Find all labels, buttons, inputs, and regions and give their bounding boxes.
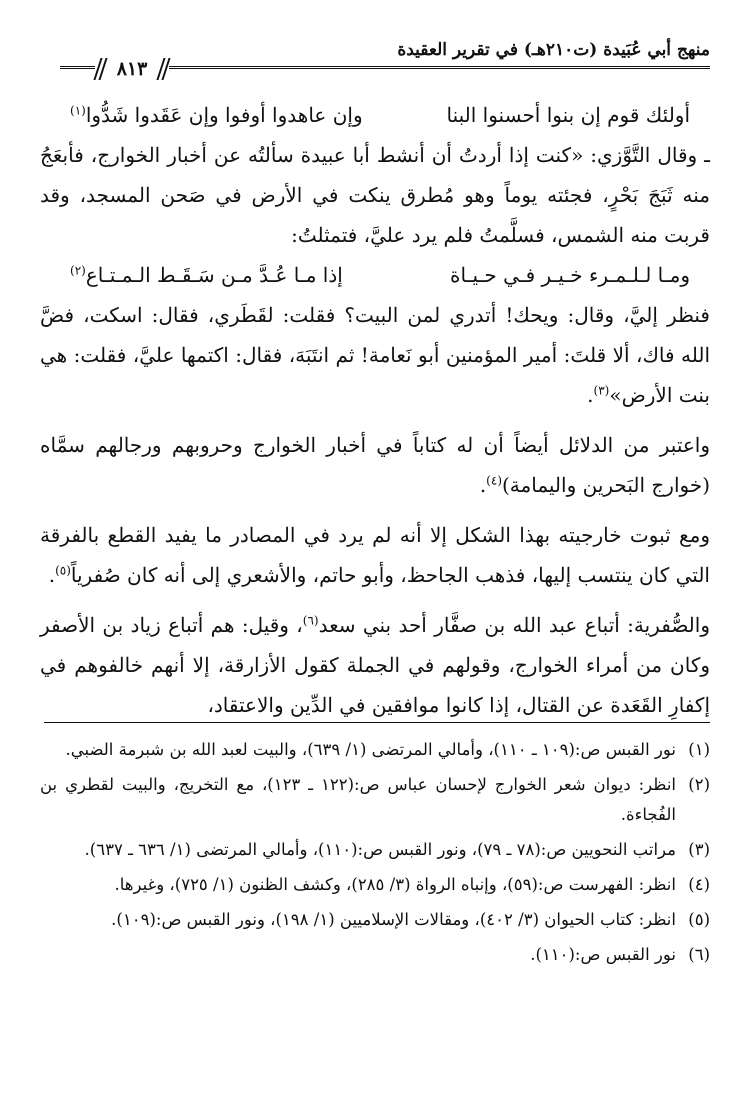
- footnote-item: [40, 940, 710, 970]
- footnote-text: نور القبس ص:(١١٠).: [530, 945, 676, 964]
- running-header-title: منهج أبي عُبَيدة (ت٢١٠هـ) في تقرير العقيدة: [397, 40, 710, 60]
- footnote-text: انظر: ديوان شعر الخوارج لإحسان عباس ص:(١٢٢ ـ ١٢٣)، مع التخريج، والبيت لقطري بن الفُجاءة.: [40, 775, 676, 824]
- footnote-ref-3[interactable]: (٣): [593, 383, 610, 398]
- footnote-ref-4[interactable]: (٤): [486, 473, 502, 488]
- footnote-number: (٢): [688, 775, 710, 794]
- paragraph-book-khawarij: واعتبر من الدلائل أيضاً أن له كتاباً في أخبار الخوارج وحروبهم ورجالهم سمَّاه (خوارج البَحرين واليمامة)$^{(٤)}$.: [40, 433, 710, 497]
- footnote-item: [40, 870, 710, 900]
- footnote-number: (٦): [688, 945, 710, 964]
- paragraph-sufri: ومع ثبوت خارجيته بهذا الشكل إلا أنه لم يرد في المصادر ما يفيد القطع بالفرقة التي كان ينتسب إليها، فذهب الجاحظ، وأبو حاتم، والأشعري إلى أنه كان صُفرياً$^{(٥)}$.: [40, 523, 710, 587]
- footnote-text: نور القبس ص:(١٠٩ ـ ١١٠)، وأمالي المرتضى (١/ ٦٣٩)، والبيت لعبد الله بن شبرمة الضبي.: [65, 740, 676, 759]
- main-text: [40, 95, 710, 725]
- footnote-ref-2[interactable]: (٢): [70, 263, 86, 278]
- footnote-ref-1[interactable]: (١): [70, 103, 86, 118]
- paragraph-sufriyya-definition: والصُّفرية: أتباع عبد الله بن صفَّار أحد بني سعد$^{(٦)}$، وقيل: هم أتباع زياد بن الأصفر وكان من أمراء الخوارج، وقولهم في الجملة كقول الأزارقة، إلا أنهم خالفوهم في إكفارِ القَعَدة عن القتال، إذا كانوا موافقين في الدِّين والاعتقاد،: [40, 613, 710, 717]
- footnote-number: (٣): [688, 840, 710, 859]
- footnote-text: مراتب النحويين ص:(٧٨ ـ ٧٩)، ونور القبس ص:(١١٠)، وأمالي المرتضى (١/ ٦٣٦ ـ ٦٣٧).: [84, 840, 676, 859]
- verse-2: [40, 255, 710, 295]
- footnote-item: [40, 770, 710, 830]
- footnote-item: [40, 905, 710, 935]
- paragraph-tawwazi: ـ وقال التَّوَّزي: «كنت إذا أردتُ أن أنشط أبا عبيدة سألتُه عن أخبار الخوارج، فأبعَجُ منه ثَبَجَ بَحْرٍ، فجئته يوماً وهو مُطرق ينكت في الأرض في صَحن المسجد، وقد قربت منه الشمس، فسلَّمتُ فلم يرد عليَّ، فتمثلتُ:: [40, 143, 710, 247]
- verse-2-hemistich-right: ومـا لـلـمـرء خـيـر فـي حـيـاة: [450, 263, 690, 287]
- footnote-number: (٤): [688, 875, 710, 894]
- verse-1-hemistich-left: وإن عاهدوا أوفوا وإن عَقَدوا شَدُّوا$^{(١)}$: [70, 103, 363, 127]
- verse-1: [40, 95, 710, 135]
- footnote-text: انظر: الفهرست ص:(٥٩)، وإنباه الرواة (٣/ ٢٨٥)، وكشف الظنون (١/ ٧٢٥)، وغيرها.: [114, 875, 676, 894]
- footnote-item: [40, 835, 710, 865]
- verse-1-hemistich-right: أولئك قوم إن بنوا أحسنوا البنا: [446, 103, 690, 127]
- footnote-separator: [44, 722, 710, 723]
- verse-2-hemistich-left: إذا مـا عُـدَّ مـن سَـقَـط الـمـتـاع$^{(٢)}$: [70, 263, 343, 287]
- footnote-item: [40, 735, 710, 765]
- paragraph-qatari: فنظر إليَّ، وقال: ويحك! أتدري لمن البيت؟ فقلت: لقَطَري، فقال: اسكت، فضَّ الله فاك، ألا قلتَ: أمير المؤمنين أبو نَعامة! ثم انتَبَهَ، فقال: اكتمها عليَّ، فقلت: هي بنت الأرض»$^{(٣)}$.: [40, 303, 710, 407]
- footnote-ref-6[interactable]: (٦): [302, 613, 319, 628]
- footnotes: [40, 735, 710, 975]
- footnote-number: (٥): [688, 910, 710, 929]
- page-number: ٨١٣: [95, 56, 169, 82]
- footnote-number: (١): [688, 740, 710, 759]
- footnote-text: انظر: كتاب الحيوان (٣/ ٤٠٢)، ومقالات الإسلاميين (١/ ١٩٨)، ونور القبس ص:(١٠٩).: [111, 910, 676, 929]
- footnote-ref-5[interactable]: (٥): [55, 563, 71, 578]
